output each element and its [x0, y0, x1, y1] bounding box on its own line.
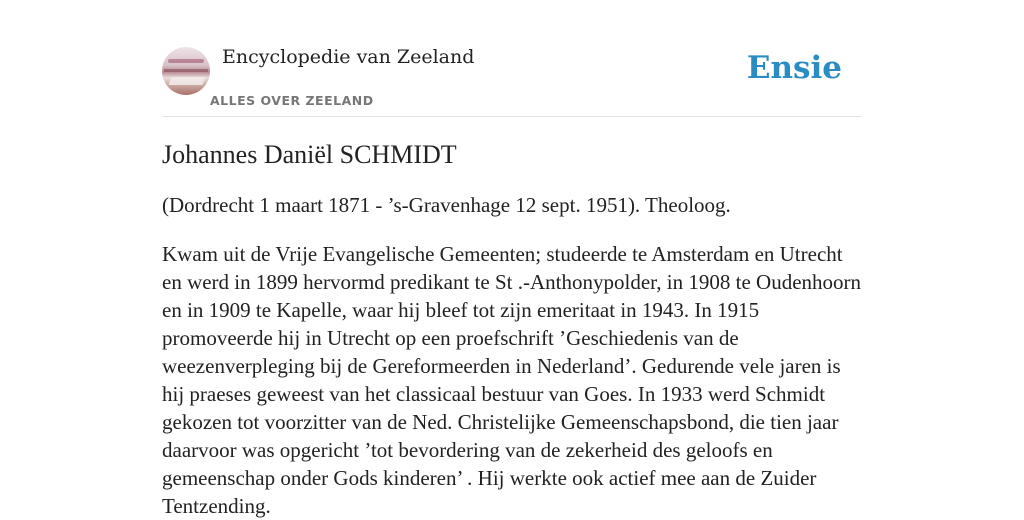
site-header	[162, 0, 862, 117]
page-container	[162, 0, 862, 518]
logo-detail	[164, 69, 208, 72]
ensie-brand-link[interactable]: Ensie	[746, 50, 842, 86]
site-tagline: ALLES OVER ZEELAND	[210, 93, 374, 108]
article-title: Johannes Daniël SCHMIDT	[162, 140, 457, 169]
article-lead: (Dordrecht 1 maart 1871 - ’s-Gravenhage 12 sept. 1951). Theoloog.	[162, 193, 731, 217]
site-title-link[interactable]: Encyclopedie van Zeeland	[222, 46, 475, 68]
logo-detail	[168, 59, 204, 63]
zeeland-logo-icon[interactable]	[162, 47, 210, 95]
logo-detail	[169, 77, 206, 85]
article-body: Kwam uit de Vrije Evangelische Gemeenten; studeerde te Amsterdam en Utrecht en werd in 1899 hervormd predikant te St .-Anthonypolder, in 1908 te Oudenhoorn en in 1909 te Kapelle, waar hij bleef tot zijn emeritaat in 1943. In 1915 promoveerde hij in Utrecht op een proefschrift ’Geschiedenis van de weezenverpleging bij de Gereformeerden in Nederland’. Gedurende vele jaren is hij praeses geweest van het classicaal bestuur van Goes. In 1933 werd Schmidt gekozen tot voorzitter van de Ned. Christelijke Gemeenschapsbond, die tien jaar daarvoor was opgericht ’tot bevordering van de zekerheid des geloofs en gemeenschap onder Gods kinderen’ . Hij werkte ook actief mee aan de Zuider Tentzending.	[162, 242, 862, 518]
